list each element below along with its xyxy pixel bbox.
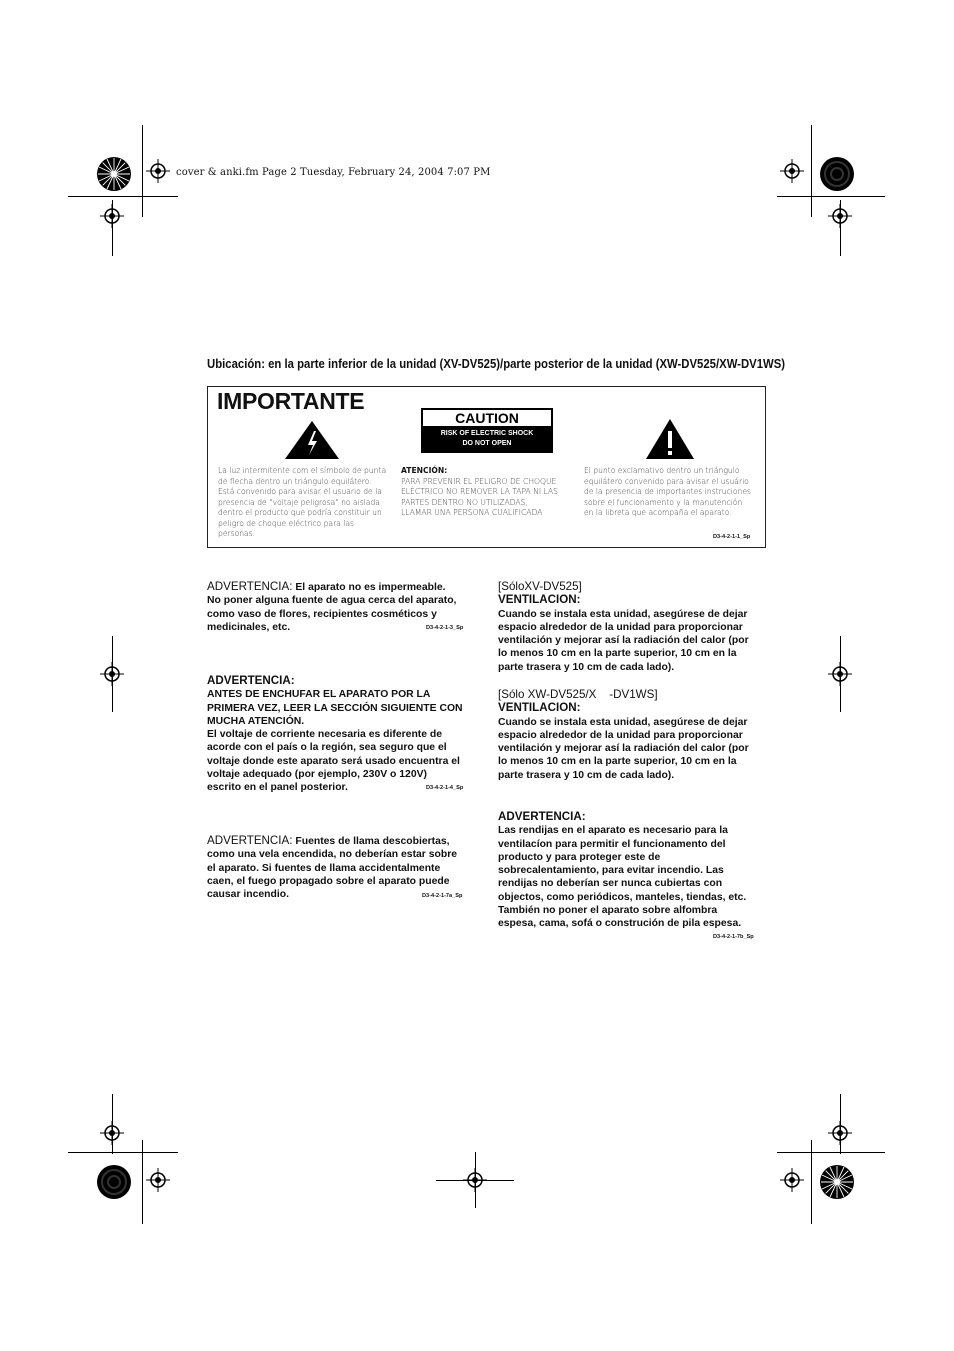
warning-waterproof: ADVERTENCIA: El aparato no es impermeable. No poner alguna fuente de agua cerca del aparato, como vaso de flores, recipientes cosméticos y medicinales, etc.	[207, 580, 457, 633]
registration-mark-icon	[818, 155, 856, 193]
atencion-text: ATENCIÓN: PARA PREVENIR EL PELIGRO DE CHOQUE ELÉCTRICO NO REMOVER LA TAPA NI LAS PARTES DENTRO NO UTILIZADAS, LLAMAR UNA PERSONA CUALIFICADA	[401, 466, 558, 517]
file-info-header: cover & anki.fm Page 2 Tuesday, February 24, 2004 7:07 PM	[176, 167, 491, 178]
reference-code: D3-4-2-1-3_Sp	[426, 625, 464, 631]
ventilation-xv: [SóloXV-DV525] VENTILACION: Cuando se instala esta unidad, asegúrese de dejar espacio alrededor de la unidad para proporcionar ventilación y mejorar así la radiación del calor (por lo menos 10 cm en la parte superior, 10 cm en la parte trasera y 10 cm de cada lado).	[498, 580, 749, 673]
ventilation-xw: [Sólo XW-DV525/X -DV1WS] VENTILACION: Cuando se instala esta unidad, asegúrese de dejar espacio alrededor de la unidad para proporcionar ventilación y mejorar así la radiación del calor (por lo menos 10 cm en la parte superior, 10 cm en la parte trasera y 10 cm de cada lado).	[498, 688, 749, 781]
crosshair-mark-icon	[828, 1121, 852, 1145]
caution-title: CAUTION	[423, 410, 551, 426]
exclamation-warning-icon	[645, 418, 695, 460]
crosshair-mark-icon	[146, 1168, 170, 1192]
crosshair-mark-icon	[100, 662, 124, 686]
caution-subtext: RISK OF ELECTRIC SHOCK DO NOT OPEN	[440, 430, 534, 447]
lightning-explanation: La luz intermitente com el símbolo de punta de flecha dentro un triángulo equilátero. Está convenido para avisar el usuario de la presencia de "voltaje peligrosa" no aislada dentro el producto que podría constituir un peligro de choque eléctrico para las personas.	[218, 466, 387, 538]
warning-voltage: ADVERTENCIA: ANTES DE ENCHUFAR EL APARATO POR LA PRIMERA VEZ, LEER LA SECCIÓN SIGUIENTE CON MUCHA ATENCIÓN. El voltaje de corriente necesaria es diferente de acorde con el país o la región, sea seguro que el voltaje donde este aparato será usado encuentra el voltaje adequado (por ejemplo, 230V o 120V) escrito en el panel posterior.	[207, 674, 463, 794]
crosshair-mark-icon	[780, 159, 804, 183]
location-title: Ubicación: en la parte inferior de la unidad (XV-DV525)/parte posterior de la unidad (XW-DV525/XW-DV1WS)	[207, 356, 786, 371]
reference-code: D3-4-2-1-1_Sp	[713, 534, 751, 540]
exclamation-explanation: El punto exclamativo dentro un triángulo equilátero convenido para avisar el usuário de la presencia de importantes instruciones sobre el funcionamento y la manutención en la libreta que acompaña el aparato.	[584, 466, 751, 517]
reference-code: D3-4-2-1-4_Sp	[426, 785, 464, 791]
crosshair-mark-icon	[828, 662, 852, 686]
reference-code: D3-4-2-1-7a_Sp	[422, 893, 463, 899]
crosshair-mark-icon	[828, 204, 852, 228]
registration-mark-icon	[95, 155, 133, 193]
crosshair-mark-icon	[100, 204, 124, 228]
warning-flames: ADVERTENCIA: Fuentes de llama descobiertas, como una vela encendida, no deberían estar sobre el aparato. Si fuentes de llama accidentalmente caen, el fuego propagado sobre el aparato puede causar incendio.	[207, 834, 458, 901]
crosshair-mark-icon	[780, 1168, 804, 1192]
registration-mark-icon	[95, 1163, 133, 1201]
warning-ventilation-slots: ADVERTENCIA: Las rendijas en el aparato es necesario para la ventilacíon para permitir el funcionamento del producto y para proteger este de sobrecalentamiento, para evitar incendio. Las rendijas no deberían ser nunca cubiertas con objectos, como periódicos, manteles, tiendas, etc. También no poner el aparato sobre alfombra espesa, cama, sofá o construción de pila espesa.	[498, 810, 747, 930]
registration-mark-icon	[818, 1163, 856, 1201]
lightning-warning-icon	[284, 420, 340, 460]
reference-code: D3-4-2-1-7b_Sp	[713, 934, 754, 940]
caution-label	[421, 408, 553, 453]
importante-title: IMPORTANTE	[217, 388, 365, 414]
crosshair-mark-icon	[146, 159, 170, 183]
crosshair-mark-icon	[100, 1121, 124, 1145]
